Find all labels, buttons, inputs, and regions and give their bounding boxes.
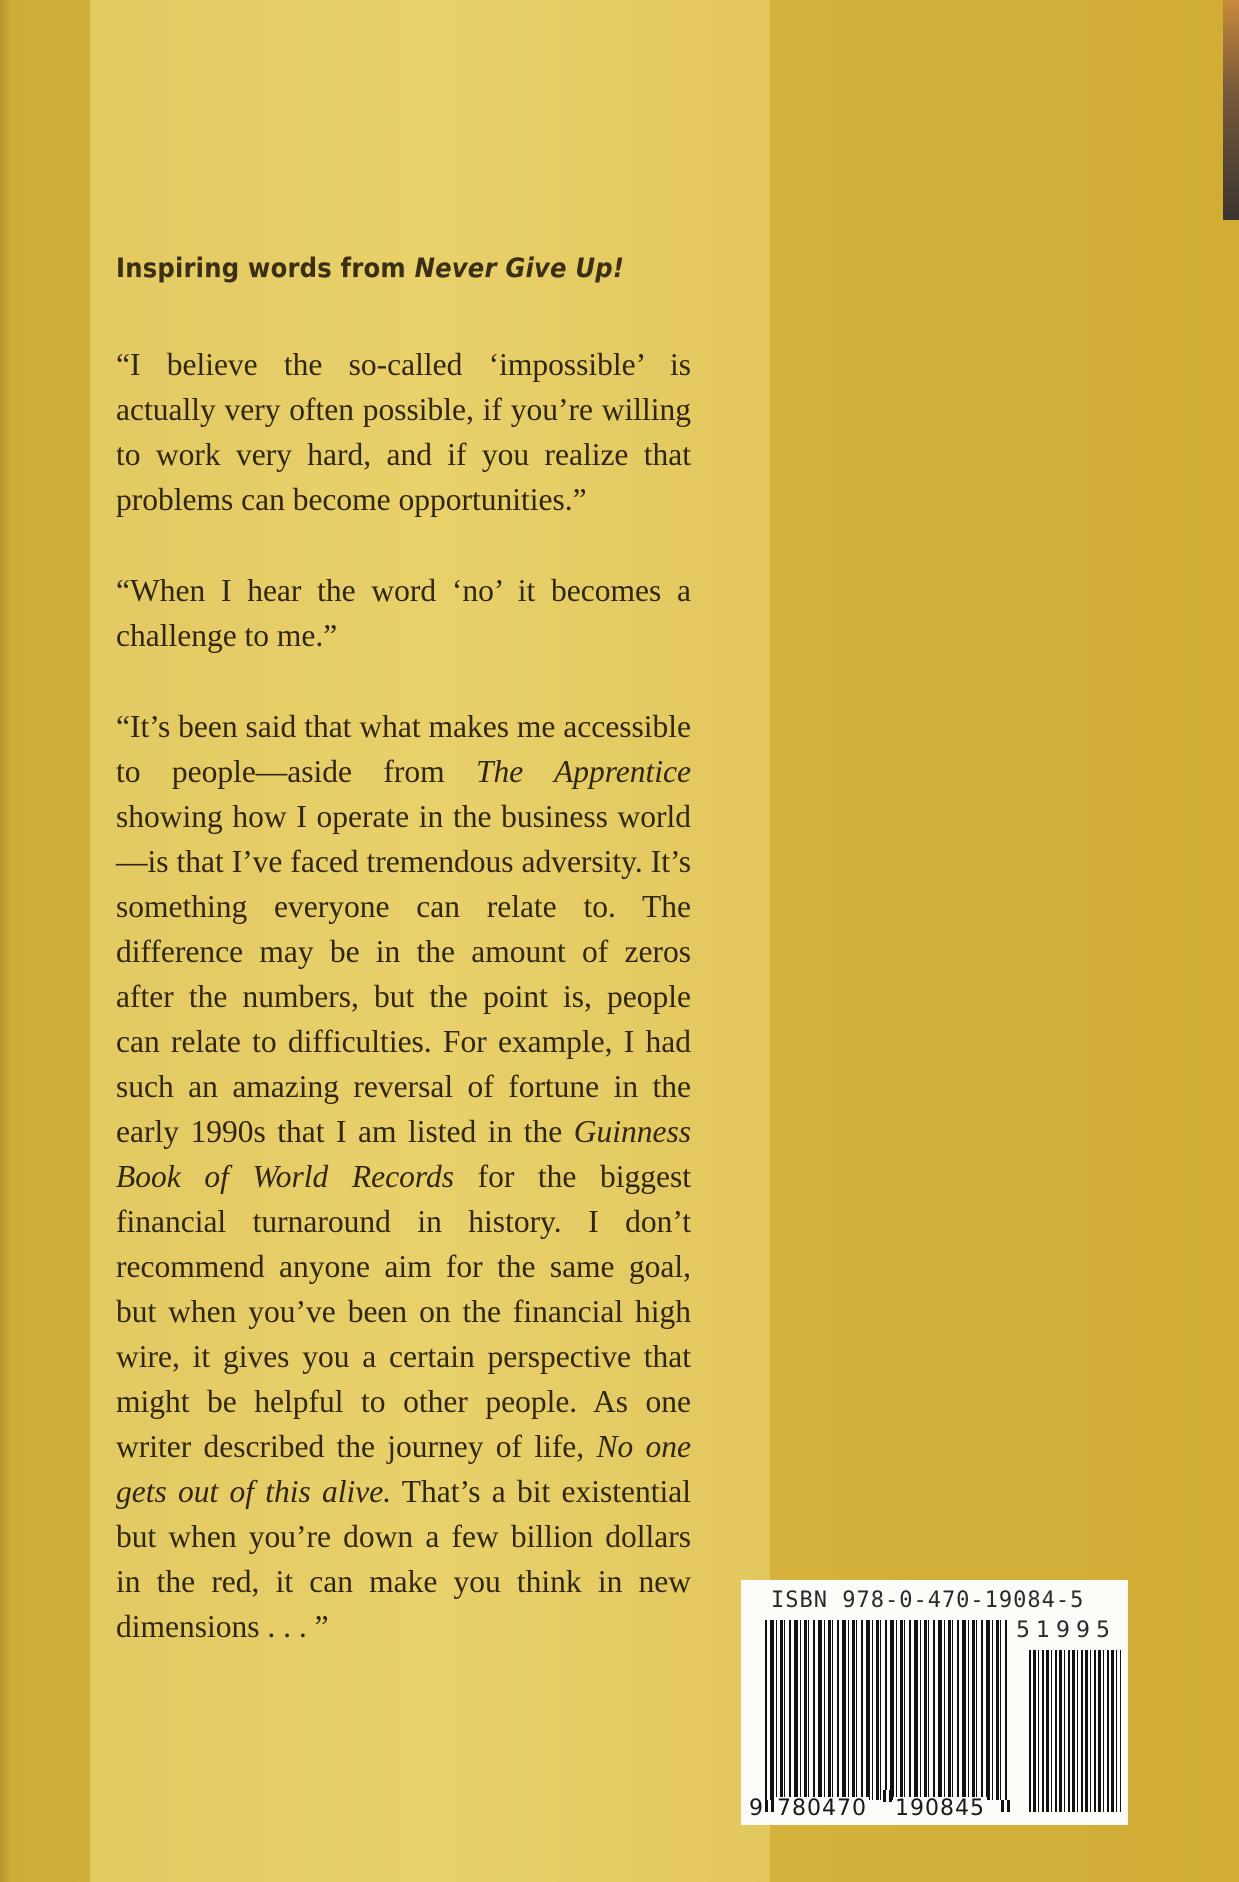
isbn-number: ISBN 978-0-470-19084-5 [771, 1588, 1085, 1613]
heading-book-title: Never Give Up! [414, 253, 625, 284]
quote3-apprentice-title: The Apprentice [475, 754, 692, 789]
ean-left-digits: 780470 [777, 1796, 867, 1821]
isbn-barcode [741, 1580, 1128, 1825]
cover-left-edge [0, 0, 12, 1882]
quote3-part1: “It’s been said that what makes me accessible to people—aside from [116, 709, 691, 789]
cover-right-edge-strip [1223, 0, 1239, 220]
barcode-price-code: 51995 [1016, 1618, 1116, 1643]
ean-center-guard [883, 1790, 892, 1802]
heading-prefix: Inspiring words from [116, 253, 415, 284]
quote3-part4: That’s a bit existential but when you’re down a few billion dollars in the red, it can make you think in new dimensions . . . ” [116, 1474, 691, 1644]
quote3-part2: showing how I operate in the business world—is that I’ve faced tremendous adversity. It’s something everyone can relate to. The difference may be in the amount of zeros after the numbers, but the point is, people can relate to difficulties. For example, I had such an amazing reversal of fortune in the early 1990s that I am listed in the [116, 799, 691, 1149]
price-addon-bars [1029, 1650, 1121, 1812]
ean-first-digit: 9 [749, 1796, 763, 1821]
ean-barcode-bars [765, 1620, 1010, 1800]
quote3-guinness-title: Guinness Book of World Records [116, 1114, 691, 1194]
quote-no-challenge: “When I hear the word ‘no’ it becomes a challenge to me.” [116, 573, 691, 653]
quote-impossible: “I believe the so-called ‘impossible’ is actually very often possible, if you’re willing to work very hard, and if you realize that problems can become opportunities.” [116, 347, 691, 517]
ean-right-digits: 190845 [895, 1796, 985, 1821]
quote3-part3: for the biggest financial turnaround in history. I don’t recommend anyone aim for the same goal, but when you’ve been on the financial high wire, it gives you a certain perspective that might be helpful to other people. As one writer described the journey of life, [116, 1159, 691, 1464]
quote-adversity [116, 704, 691, 1649]
quote3-alive-phrase: No one gets out of this alive. [116, 1429, 692, 1509]
quotes-heading [116, 253, 624, 284]
